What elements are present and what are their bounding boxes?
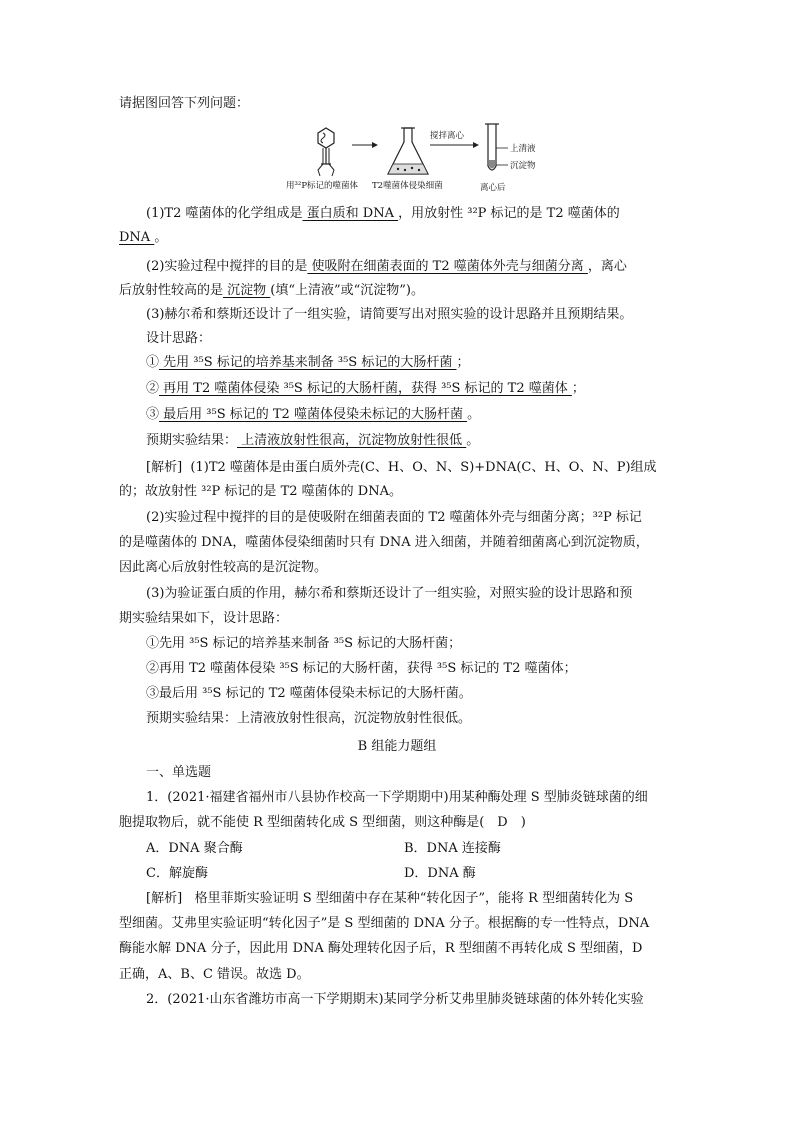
question-1-line2: DNA 。 bbox=[119, 230, 168, 245]
mc-question-1-line2: 胞提取物后，就不能使 R 型细菌转化成 S 型细菌，则这种酶是( D ) bbox=[119, 815, 526, 830]
analysis-2: [解析] 格里菲斯实验证明 S 型细菌中存在某种“转化因子”，能将 R 型细菌转化为 S bbox=[146, 891, 634, 906]
flask-icon bbox=[388, 128, 428, 174]
sediment-label: 沉淀物 bbox=[510, 161, 536, 171]
question-3: (3)赫尔希和蔡斯还设计了一组实验，请简要写出对照实验的设计思路并且预期结果。 bbox=[146, 307, 633, 322]
analysis-1-step: ②再用 T2 噬菌体侵染 ³⁵S 标记的大肠杆菌，获得 ³⁵S 标记的 T2 噬菌体； bbox=[146, 661, 577, 676]
option-a: A．DNA 聚合酶 bbox=[146, 841, 243, 856]
option-c: C．解旋酶 bbox=[146, 866, 208, 881]
phage-icon bbox=[318, 128, 334, 176]
design-label: 设计思路： bbox=[146, 331, 212, 346]
option-d: D．DNA 酶 bbox=[404, 866, 476, 881]
analysis-1-step: ①先用 ³⁵S 标记的培养基来制备 ³⁵S 标记的大肠杆菌； bbox=[146, 636, 462, 651]
question-2: (2)实验过程中搅拌的目的是 使吸附在细菌表面的 T2 噬菌体外壳与细菌分离 ，离心 bbox=[146, 259, 627, 274]
phage-caption: 用³²P标记的噬菌体 bbox=[286, 181, 359, 191]
answer-blank: DNA bbox=[119, 230, 155, 245]
answer-blank: 沉淀物 bbox=[223, 283, 271, 298]
analysis-2-line: 酶能水解 DNA 分子，因此用 DNA 酶处理转化因子后，R 型细菌不再转化成 S 型细菌，D bbox=[119, 941, 643, 956]
analysis-2-line: 型细菌。艾弗里实验证明“转化因子”是 S 型细菌的 DNA 分子。根据酶的专一性特点，DNA bbox=[119, 916, 650, 931]
analysis-1-line: 的；故放射性 ³²P 标记的是 T2 噬菌体的 DNA。 bbox=[119, 484, 402, 499]
analysis-1-line: 期实验结果如下，设计思路： bbox=[119, 611, 289, 626]
design-step-3: ③ 最后用 ³⁵S 标记的 T2 噬菌体侵染未标记的大肠杆菌 。 bbox=[146, 407, 481, 422]
intro-text: 请据图回答下列问题： bbox=[119, 96, 250, 111]
mc-question-2: 2．(2021·山东省潍坊市高一下学期期末)某同学分析艾弗里肺炎链球菌的体外转化实验 bbox=[146, 992, 644, 1007]
subsection-title: 一、单选题 bbox=[146, 765, 212, 780]
centrifuge-caption: 离心后 bbox=[480, 183, 506, 193]
section-title: B 组能力题组 bbox=[357, 739, 437, 754]
question-1: (1)T2 噬菌体的化学组成是 蛋白质和 DNA ，用放射性 ³²P 标记的是 T2 噬菌体的 bbox=[146, 206, 620, 221]
experiment-figure bbox=[280, 120, 560, 195]
design-step-1: ① 先用 ³⁵S 标记的培养基来制备 ³⁵S 标记的大肠杆菌 ； bbox=[146, 355, 470, 370]
analysis-1-result: 预期实验结果：上清液放射性很高，沉淀物放射性很低。 bbox=[146, 711, 472, 726]
analysis-1-line: 的是噬菌体的 DNA，噬菌体侵染细菌时只有 DNA 进入细菌，并随着细菌离心到沉淀物质， bbox=[119, 535, 649, 550]
design-step-2: ② 再用 T2 噬菌体侵染 ³⁵S 标记的大肠杆菌，获得 ³⁵S 标记的 T2 噬菌体 ； bbox=[146, 381, 585, 396]
mc-question-1: 1．(2021·福建省福州市八县协作校高一下学期期中)用某种酶处理 S 型肺炎链球菌的细 bbox=[146, 790, 648, 805]
test-tube-icon bbox=[485, 124, 508, 170]
analysis-1-line: (3)为验证蛋白质的作用，赫尔希和蔡斯还设计了一组实验，对照实验的设计思路和预 bbox=[146, 586, 633, 601]
answer-blank: 蛋白质和 DNA bbox=[302, 206, 399, 221]
analysis-1-line: 因此离心后放射性较高的是沉淀物。 bbox=[119, 560, 328, 575]
analysis-1-step: ③最后用 ³⁵S 标记的 T2 噬菌体侵染未标记的大肠杆菌。 bbox=[146, 686, 472, 701]
expected-result: 预期实验结果： 上清液放射性很高，沉淀物放射性很低 。 bbox=[146, 433, 480, 448]
analysis-2-line: 正确，A、B、C 错误。故选 D。 bbox=[119, 967, 310, 982]
infect-caption: T2噬菌体侵染细菌 bbox=[372, 181, 443, 191]
supernatant-label: 上清液 bbox=[510, 144, 536, 154]
arrow-label: 搅拌离心 bbox=[430, 131, 465, 141]
analysis-1: [解析] (1)T2 噬菌体是由蛋白质外壳(C、H、O、N、S)+DNA(C、H、O、N、P)组成 bbox=[146, 460, 657, 475]
option-b: B．DNA 连接酶 bbox=[404, 841, 501, 856]
answer-blank: 使吸附在细菌表面的 T2 噬菌体外壳与细菌分离 bbox=[307, 259, 588, 274]
analysis-1-line: (2)实验过程中搅拌的目的是使吸附在细菌表面的 T2 噬菌体外壳与细菌分离；³²P 标记 bbox=[146, 510, 642, 525]
question-2-line2: 后放射性较高的是 沉淀物 (填“上清液”或“沉淀物”)。 bbox=[119, 283, 425, 298]
